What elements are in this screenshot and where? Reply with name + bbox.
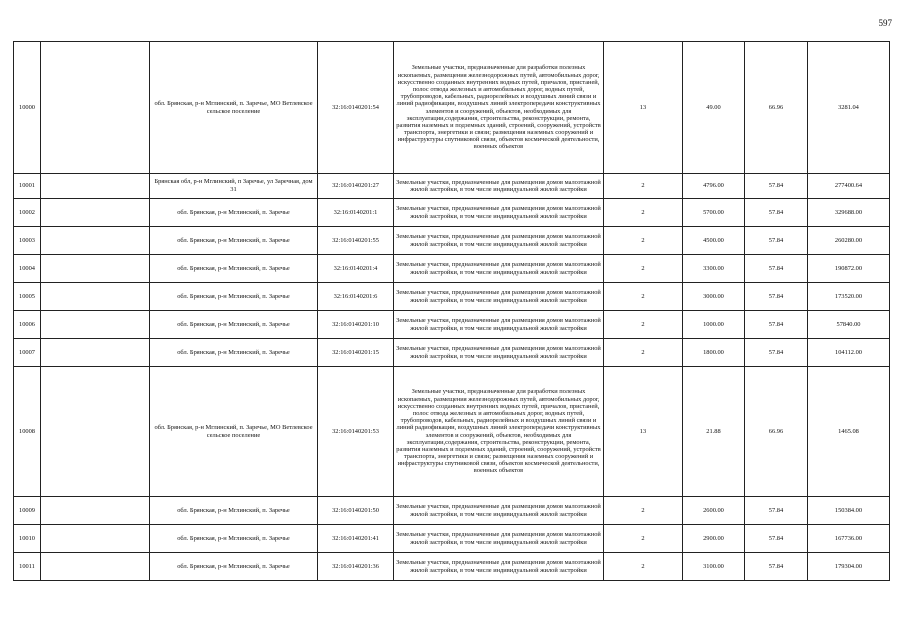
table-row bbox=[14, 367, 890, 497]
land-use-cell: Земельные участки, предназначенные для размещения домов малоэтажной жилой застройки, в том числе индивидуальной жилой застройки bbox=[394, 255, 604, 283]
address-cell: обл. Брянская, р-н Мглинский, п. Заречье bbox=[150, 283, 318, 311]
address-cell: обл. Брянская, р-н Мглинский, п. Заречье bbox=[150, 339, 318, 367]
cadastral-value-cell: 277400.64 bbox=[808, 174, 890, 199]
table-row bbox=[14, 199, 890, 227]
table-row bbox=[14, 525, 890, 553]
row-number-cell: 10005 bbox=[14, 283, 41, 311]
empty-cell bbox=[41, 283, 150, 311]
area-cell: 1800.00 bbox=[683, 339, 745, 367]
cadastral-number-cell: 32:16:0140201:41 bbox=[318, 525, 394, 553]
land-use-cell: Земельные участки, предназначенные для размещения домов малоэтажной жилой застройки, в том числе индивидуальной жилой застройки bbox=[394, 311, 604, 339]
address-cell: обл. Брянская, р-н Мглинский, п. Заречье bbox=[150, 525, 318, 553]
cadastral-value-cell: 190872.00 bbox=[808, 255, 890, 283]
cadastral-number-cell: 32:16:0140201:36 bbox=[318, 553, 394, 581]
row-number-cell: 10006 bbox=[14, 311, 41, 339]
cadastral-value-cell: 104112.00 bbox=[808, 339, 890, 367]
table-row bbox=[14, 42, 890, 174]
row-number-cell: 10004 bbox=[14, 255, 41, 283]
empty-cell bbox=[41, 199, 150, 227]
use-group-code-cell: 2 bbox=[604, 553, 683, 581]
empty-cell bbox=[41, 497, 150, 525]
cadastral-number-cell: 32:16:0140201:27 bbox=[318, 174, 394, 199]
cadastral-number-cell: 32:16:0140201:4 bbox=[318, 255, 394, 283]
table-row bbox=[14, 255, 890, 283]
cadastral-number-cell: 32:16:0140201:50 bbox=[318, 497, 394, 525]
address-cell: обл. Брянская, р-н Мглинский, п. Заречье bbox=[150, 311, 318, 339]
land-use-cell: Земельные участки, предназначенные для размещения домов малоэтажной жилой застройки, в том числе индивидуальной жилой застройки bbox=[394, 199, 604, 227]
table-row bbox=[14, 497, 890, 525]
area-cell: 3000.00 bbox=[683, 283, 745, 311]
empty-cell bbox=[41, 227, 150, 255]
area-cell: 1000.00 bbox=[683, 311, 745, 339]
area-cell: 5700.00 bbox=[683, 199, 745, 227]
use-group-code-cell: 2 bbox=[604, 525, 683, 553]
address-cell: обл. Брянская, р-н Мглинский, п. Заречье bbox=[150, 553, 318, 581]
empty-cell bbox=[41, 311, 150, 339]
address-cell: обл. Брянская, р-н Мглинский, п. Заречье, МО Ветлевское сельское поселение bbox=[150, 367, 318, 497]
table-row bbox=[14, 553, 890, 581]
empty-cell bbox=[41, 339, 150, 367]
row-number-cell: 10001 bbox=[14, 174, 41, 199]
cadastral-number-cell: 32:16:0140201:54 bbox=[318, 42, 394, 174]
address-cell: Брянская обл, р-н Мглинский, п Заречье, ул Заречная, дом 31 bbox=[150, 174, 318, 199]
address-cell: обл. Брянская, р-н Мглинский, п. Заречье bbox=[150, 497, 318, 525]
address-cell: обл. Брянская, р-н Мглинский, п. Заречье bbox=[150, 199, 318, 227]
land-use-cell: Земельные участки, предназначенные для разработки полезных ископаемых, размещения железнодорожных путей, автомобильных дорог, искусственно созданных внутренних водных путей, причалов, пристаней, полос отвода железных и автомобильных дорог, водных путей, трубопроводов, кабельных, радиорелейных и воздушных линий связи и линий радиофикации, воздушных линий электропередачи конструктивных элементов и сооружений, объектов, необходимых для эксплуатации,содержания, строительства, реконструкции, ремонта, развития наземных и подземных зданий, строений, сооружений, устройств транспорта, энергетики и связи; размещения наземных сооружений и инфраструктуры спутниковой связи, объектов космической деятельности, военных объектов bbox=[394, 42, 604, 174]
table-row bbox=[14, 339, 890, 367]
land-use-cell: Земельные участки, предназначенные для размещения домов малоэтажной жилой застройки, в том числе индивидуальной жилой застройки bbox=[394, 283, 604, 311]
table-row bbox=[14, 174, 890, 199]
area-cell: 4500.00 bbox=[683, 227, 745, 255]
cadastral-value-cell: 179304.00 bbox=[808, 553, 890, 581]
row-number-cell: 10000 bbox=[14, 42, 41, 174]
cadastral-value-cell: 260280.00 bbox=[808, 227, 890, 255]
row-number-cell: 10002 bbox=[14, 199, 41, 227]
cadastral-value-table bbox=[13, 41, 890, 581]
use-group-code-cell: 2 bbox=[604, 339, 683, 367]
specific-value-cell: 57.84 bbox=[745, 199, 808, 227]
row-number-cell: 10007 bbox=[14, 339, 41, 367]
land-use-cell: Земельные участки, предназначенные для размещения домов малоэтажной жилой застройки, в том числе индивидуальной жилой застройки bbox=[394, 227, 604, 255]
area-cell: 49.00 bbox=[683, 42, 745, 174]
area-cell: 21.88 bbox=[683, 367, 745, 497]
cadastral-number-cell: 32:16:0140201:10 bbox=[318, 311, 394, 339]
specific-value-cell: 66.96 bbox=[745, 42, 808, 174]
use-group-code-cell: 2 bbox=[604, 199, 683, 227]
row-number-cell: 10008 bbox=[14, 367, 41, 497]
table-row bbox=[14, 311, 890, 339]
specific-value-cell: 57.84 bbox=[745, 174, 808, 199]
cadastral-value-cell: 3281.04 bbox=[808, 42, 890, 174]
use-group-code-cell: 2 bbox=[604, 227, 683, 255]
land-use-cell: Земельные участки, предназначенные для разработки полезных ископаемых, размещения железнодорожных путей, автомобильных дорог, искусственно созданных внутренних водных путей, причалов, пристаней, полос отвода железных и автомобильных дорог, водных путей, трубопроводов, кабельных, радиорелейных и воздушных линий связи и линий радиофикации, воздушных линий электропередачи конструктивных элементов и сооружений, объектов, необходимых для эксплуатации,содержания, строительства, реконструкции, ремонта, развития наземных и подземных зданий, строений, сооружений, устройств транспорта, энергетики и связи; размещения наземных сооружений и инфраструктуры спутниковой связи, объектов космической деятельности, военных объектов bbox=[394, 367, 604, 497]
use-group-code-cell: 13 bbox=[604, 367, 683, 497]
specific-value-cell: 57.84 bbox=[745, 497, 808, 525]
specific-value-cell: 57.84 bbox=[745, 525, 808, 553]
cadastral-value-cell: 150384.00 bbox=[808, 497, 890, 525]
specific-value-cell: 66.96 bbox=[745, 367, 808, 497]
row-number-cell: 10009 bbox=[14, 497, 41, 525]
cadastral-number-cell: 32:16:0140201:53 bbox=[318, 367, 394, 497]
specific-value-cell: 57.84 bbox=[745, 227, 808, 255]
address-cell: обл. Брянская, р-н Мглинский, п. Заречье bbox=[150, 227, 318, 255]
specific-value-cell: 57.84 bbox=[745, 311, 808, 339]
use-group-code-cell: 13 bbox=[604, 42, 683, 174]
use-group-code-cell: 2 bbox=[604, 311, 683, 339]
cadastral-number-cell: 32:16:0140201:1 bbox=[318, 199, 394, 227]
land-use-cell: Земельные участки, предназначенные для размещения домов малоэтажной жилой застройки, в том числе индивидуальной жилой застройки bbox=[394, 174, 604, 199]
empty-cell bbox=[41, 525, 150, 553]
land-use-cell: Земельные участки, предназначенные для размещения домов малоэтажной жилой застройки, в том числе индивидуальной жилой застройки bbox=[394, 553, 604, 581]
empty-cell bbox=[41, 174, 150, 199]
row-number-cell: 10003 bbox=[14, 227, 41, 255]
specific-value-cell: 57.84 bbox=[745, 339, 808, 367]
area-cell: 2600.00 bbox=[683, 497, 745, 525]
page-number: 597 bbox=[878, 18, 892, 28]
cadastral-value-cell: 329688.00 bbox=[808, 199, 890, 227]
cadastral-value-cell: 173520.00 bbox=[808, 283, 890, 311]
area-cell: 2900.00 bbox=[683, 525, 745, 553]
cadastral-value-cell: 1465.08 bbox=[808, 367, 890, 497]
table-row bbox=[14, 227, 890, 255]
specific-value-cell: 57.84 bbox=[745, 283, 808, 311]
row-number-cell: 10010 bbox=[14, 525, 41, 553]
empty-cell bbox=[41, 367, 150, 497]
cadastral-number-cell: 32:16:0140201:15 bbox=[318, 339, 394, 367]
table-row bbox=[14, 283, 890, 311]
area-cell: 4796.00 bbox=[683, 174, 745, 199]
cadastral-number-cell: 32:16:0140201:55 bbox=[318, 227, 394, 255]
land-use-cell: Земельные участки, предназначенные для размещения домов малоэтажной жилой застройки, в том числе индивидуальной жилой застройки bbox=[394, 497, 604, 525]
cadastral-value-cell: 57840.00 bbox=[808, 311, 890, 339]
area-cell: 3100.00 bbox=[683, 553, 745, 581]
use-group-code-cell: 2 bbox=[604, 174, 683, 199]
specific-value-cell: 57.84 bbox=[745, 255, 808, 283]
cadastral-value-cell: 167736.00 bbox=[808, 525, 890, 553]
specific-value-cell: 57.84 bbox=[745, 553, 808, 581]
cadastral-number-cell: 32:16:0140201:6 bbox=[318, 283, 394, 311]
empty-cell bbox=[41, 255, 150, 283]
use-group-code-cell: 2 bbox=[604, 255, 683, 283]
address-cell: обл. Брянская, р-н Мглинский, п. Заречье, МО Ветлевское сельское поселение bbox=[150, 42, 318, 174]
empty-cell bbox=[41, 553, 150, 581]
use-group-code-cell: 2 bbox=[604, 497, 683, 525]
area-cell: 3300.00 bbox=[683, 255, 745, 283]
land-use-cell: Земельные участки, предназначенные для размещения домов малоэтажной жилой застройки, в том числе индивидуальной жилой застройки bbox=[394, 525, 604, 553]
table-body bbox=[14, 42, 890, 581]
use-group-code-cell: 2 bbox=[604, 283, 683, 311]
empty-cell bbox=[41, 42, 150, 174]
address-cell: обл. Брянская, р-н Мглинский, п. Заречье bbox=[150, 255, 318, 283]
land-use-cell: Земельные участки, предназначенные для размещения домов малоэтажной жилой застройки, в том числе индивидуальной жилой застройки bbox=[394, 339, 604, 367]
row-number-cell: 10011 bbox=[14, 553, 41, 581]
